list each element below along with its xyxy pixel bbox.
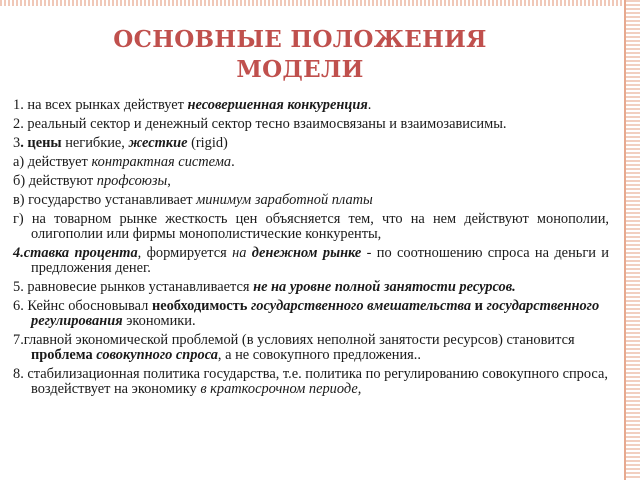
point-6-emphasis-2: государственного регулирования bbox=[31, 298, 600, 329]
point-6-bold: необходимость bbox=[151, 298, 248, 314]
point-7-bold: проблема bbox=[31, 347, 93, 363]
point-3-num: 3 bbox=[13, 135, 21, 151]
title-line-2: МОДЕЛИ bbox=[236, 56, 364, 83]
point-3c bbox=[13, 193, 609, 208]
point-3d bbox=[13, 212, 609, 242]
point-8-end: , bbox=[357, 381, 362, 397]
point-3a-text: а) действует bbox=[13, 154, 92, 170]
point-3b-end: , bbox=[167, 173, 171, 189]
point-3b-italic: профсоюзы bbox=[96, 173, 168, 189]
slide-content bbox=[13, 98, 609, 401]
point-3d-text: г) на товарном рынке жесткость цен объясняется тем, что на нем действуют монополии, олигополии или фирмы монополистические конкуренты, bbox=[13, 211, 609, 242]
point-5 bbox=[13, 280, 609, 295]
point-3a bbox=[13, 155, 609, 170]
point-1-text: 1. на всех рынках действует bbox=[13, 97, 188, 113]
point-3a-end: . bbox=[231, 154, 235, 170]
point-7-emphasis: совокупного спроса bbox=[92, 347, 218, 363]
point-8 bbox=[13, 367, 609, 397]
point-3a-italic: контрактная система bbox=[91, 154, 232, 170]
point-4-emphasis: 4.ставка процента bbox=[13, 245, 138, 261]
point-7-text: 7.главной экономической проблемой (в условиях неполной занятости ресурсов) становится bbox=[13, 332, 575, 348]
point-7-end: , а не совокупного предложения.. bbox=[217, 347, 421, 363]
point-4-end: - по соотношению спроса на деньги и предложения денег. bbox=[31, 245, 609, 276]
point-6-and: и bbox=[471, 298, 487, 314]
point-2 bbox=[13, 117, 609, 132]
point-3c-italic: минимум заработной платы bbox=[196, 192, 373, 208]
point-4 bbox=[13, 246, 609, 276]
point-3-text: негибкие, bbox=[61, 135, 129, 151]
point-6-text: 6. Кейнс обосновывал bbox=[13, 298, 152, 314]
point-2-text: 2. реальный сектор и денежный сектор тесно взаимосвязаны и взаимозависимы. bbox=[13, 116, 507, 132]
point-3b bbox=[13, 174, 609, 189]
point-3b-text: б) действуют bbox=[13, 173, 97, 189]
point-3 bbox=[13, 136, 609, 151]
point-4-emphasis-2: денежном рынке bbox=[246, 245, 362, 261]
point-8-italic: в краткосрочном периоде bbox=[200, 381, 358, 397]
point-1-emphasis: несовершенная конкуренция bbox=[187, 97, 368, 113]
point-8-text: 8. стабилизационная политика государства, т.е. политика по регулированию совокупного спроса, воздействует на экономику bbox=[13, 366, 608, 397]
point-1 bbox=[13, 98, 609, 113]
point-1-end: . bbox=[367, 97, 372, 113]
point-3c-text: в) государство устанавливает bbox=[13, 192, 197, 208]
point-3-emphasis: жесткие bbox=[128, 135, 188, 151]
top-dotted-border bbox=[0, 0, 640, 6]
point-3-end: (rigid) bbox=[187, 135, 228, 151]
point-7 bbox=[13, 333, 609, 363]
point-5-emphasis: не на уровне полной занятости ресурсов. bbox=[253, 279, 516, 295]
point-4-italic: на bbox=[232, 245, 247, 261]
slide-title bbox=[40, 25, 560, 85]
title-line-1: ОСНОВНЫЕ ПОЛОЖЕНИЯ bbox=[113, 26, 487, 53]
point-6 bbox=[13, 299, 609, 329]
point-5-text: 5. равновесие рынков устанавливается bbox=[13, 279, 254, 295]
point-6-end: экономики. bbox=[122, 313, 196, 329]
point-6-emphasis: государственного вмешательства bbox=[247, 298, 472, 314]
right-dotted-border bbox=[626, 0, 640, 480]
point-4-text: , формируется bbox=[137, 245, 233, 261]
point-3-bold: . цены bbox=[20, 135, 62, 151]
